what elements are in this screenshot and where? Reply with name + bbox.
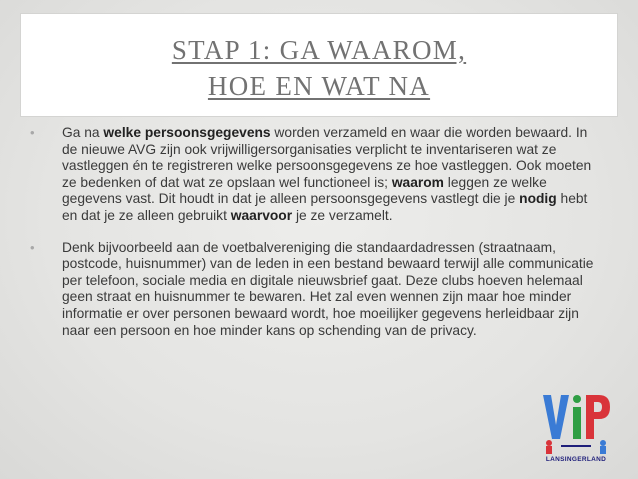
bold-segment: nodig xyxy=(519,191,557,207)
text-segment: leggen ze welke gegevens vast. Dit houdt in dat je alleen persoonsgegevens vastlegt die je xyxy=(62,174,547,207)
logo-letter-v xyxy=(543,395,569,439)
figure-head-icon xyxy=(546,440,552,446)
bullet-item xyxy=(30,125,605,225)
logo-letter-i xyxy=(573,407,581,439)
logo-caption: LANSINGERLAND xyxy=(545,456,607,463)
logo-graphic xyxy=(539,389,613,455)
text-segment: worden verzameld en waar die worden bewaard. In de nieuwe AVG zijn ook vrijwilligersorganisaties verplicht te inventariseren wat ze vastleggen én te registreren welke persoonsgegevens ze hoe vastleggen. Ook moeten ze bedenken of dat wat ze opslaan wel functioneel is; xyxy=(62,125,592,190)
text-segment: je ze verzamelt. xyxy=(292,207,393,223)
slide-title-line-1: STAP 1: GA WAAROM, xyxy=(171,35,467,65)
text-segment: hebt en dat je ze alleen gebruikt xyxy=(62,191,588,223)
vrijwilligerspunt-logo xyxy=(539,389,613,465)
bullet-item xyxy=(30,240,605,340)
bullet-list xyxy=(30,125,605,354)
bullet-marker: • xyxy=(30,125,35,140)
title-box xyxy=(20,13,618,117)
bold-segment: waarom xyxy=(391,174,444,190)
bullet-marker: • xyxy=(30,239,35,255)
slide-title-line-2: HOE EN WAT NA xyxy=(207,71,431,101)
logo-underline xyxy=(561,445,591,447)
bullet-text xyxy=(62,125,591,223)
bullet-text: Denk bijvoorbeeld aan de voetbalvereniging die standaardadressen (straatnaam, postcode, huisnummer) van de leden in een bestand bewaard terwijl alle communicatie per telefoon, sociale media en digitale nieuwsbrief gaat. Deze clubs hoeven helemaal geen straat en huisnummer te bewaren. Het zal even wennen zijn maar hoe minder informatie er over personen bewaard wordt, hoe moeilijker gegevens herleidbaar zijn naar een persoon en hoe minder kans op schending van de privacy. xyxy=(62,239,594,338)
bold-segment: waarvoor xyxy=(230,207,293,223)
bold-segment: welke persoonsgegevens xyxy=(103,125,271,140)
logo-letter-i-dot xyxy=(573,395,581,403)
text-segment: Ga na xyxy=(62,125,104,140)
figure-head-icon xyxy=(600,440,606,446)
figure-body-icon xyxy=(600,446,606,454)
logo-letter-p xyxy=(586,395,610,439)
figure-body-icon xyxy=(546,446,552,454)
